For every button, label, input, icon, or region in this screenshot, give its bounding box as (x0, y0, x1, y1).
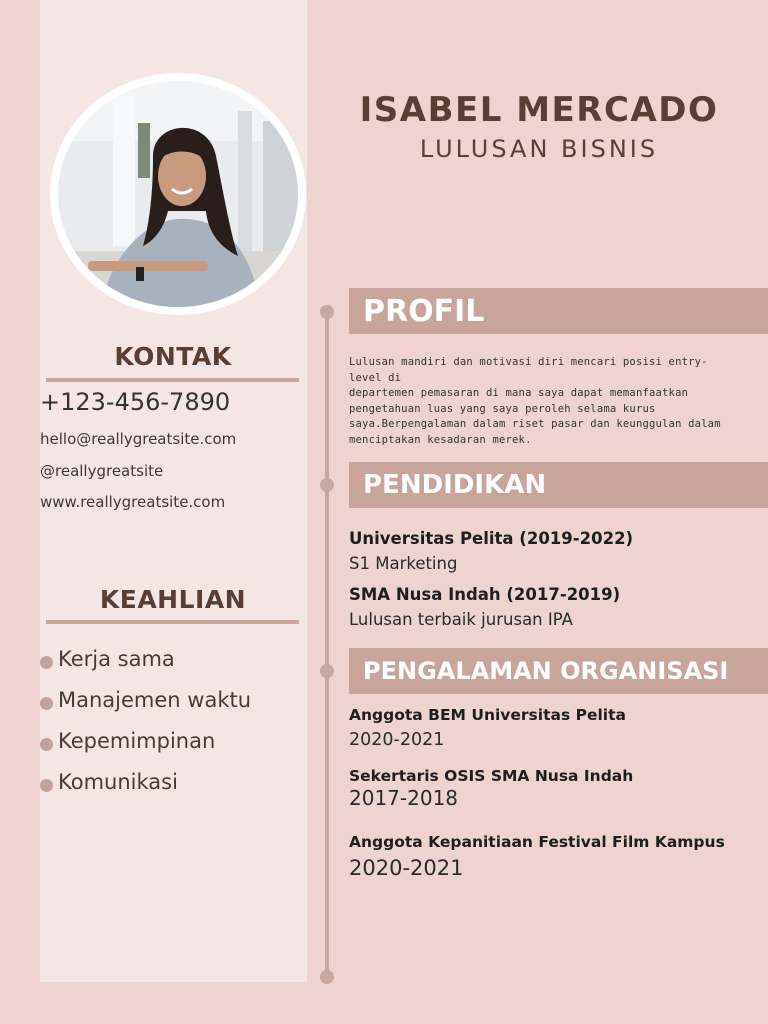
bullet-dot-icon (40, 738, 53, 751)
profile-photo (58, 81, 298, 307)
organization-years: 2020-2021 (349, 856, 464, 880)
skill-label: Kepemimpinan (58, 729, 216, 753)
profile-line: departemen pemasaran di mana saya dapat memanfaatkan (349, 387, 689, 399)
profile-section-bar (349, 288, 768, 334)
skill-item (40, 767, 178, 797)
profile-heading: PROFIL (363, 293, 485, 329)
profile-text (349, 355, 734, 448)
bullet-dot-icon (40, 656, 53, 669)
profile-line: Lulusan mandiri dan motivasi diri mencari posisi entry-level di (349, 356, 708, 384)
education-school: SMA Nusa Indah (2017-2019) (349, 585, 621, 604)
education-heading: PENDIDIKAN (363, 470, 547, 500)
organization-heading: PENGALAMAN ORGANISASI (363, 657, 729, 685)
timeline-dot-icon (320, 970, 334, 984)
skill-item (40, 726, 215, 756)
organization-role: Sekertaris OSIS SMA Nusa Indah (349, 767, 634, 785)
bullet-dot-icon (40, 779, 53, 792)
skill-label: Komunikasi (58, 770, 178, 794)
bullet-dot-icon (40, 697, 53, 710)
timeline-dot-icon (320, 305, 334, 319)
education-detail: S1 Marketing (349, 554, 458, 573)
profile-line: saya.Berpengalaman dalam riset pasar dan keunggulan dalam (349, 418, 721, 430)
contact-email[interactable]: hello@reallygreatsite.com (40, 430, 237, 448)
organization-years: 2017-2018 (349, 786, 459, 810)
skill-label: Manajemen waktu (58, 688, 252, 712)
education-detail: Lulusan terbaik jurusan IPA (349, 610, 573, 629)
organization-years: 2020-2021 (349, 730, 445, 750)
skills-heading: KEAHLIAN (99, 585, 247, 614)
education-section-bar (349, 462, 768, 508)
contact-heading: KONTAK (114, 342, 232, 371)
person-title: LULUSAN BISNIS (419, 135, 659, 163)
organization-section-bar (349, 648, 768, 694)
organization-role: Anggota Kepanitiaan Festival Film Kampus (349, 833, 725, 851)
contact-phone: +123-456-7890 (40, 388, 231, 416)
education-school: Universitas Pelita (2019-2022) (349, 529, 634, 548)
skills-divider (46, 620, 299, 624)
contact-divider (46, 378, 299, 382)
timeline-dot-icon (320, 664, 334, 678)
skill-item (40, 644, 175, 674)
skill-item (40, 685, 251, 715)
timeline-line (325, 312, 329, 978)
profile-line: menciptakan kesadaran merek. (349, 433, 532, 446)
profile-line: pengetahuan luas yang saya peroleh selama kurus (349, 402, 656, 415)
timeline-dot-icon (320, 478, 334, 492)
contact-social[interactable]: @reallygreatsite (40, 462, 164, 480)
contact-website[interactable]: www.reallygreatsite.com (40, 493, 226, 511)
organization-role: Anggota BEM Universitas Pelita (349, 706, 626, 724)
person-name: ISABEL MERCADO (359, 90, 719, 130)
skill-label: Kerja sama (58, 647, 175, 671)
